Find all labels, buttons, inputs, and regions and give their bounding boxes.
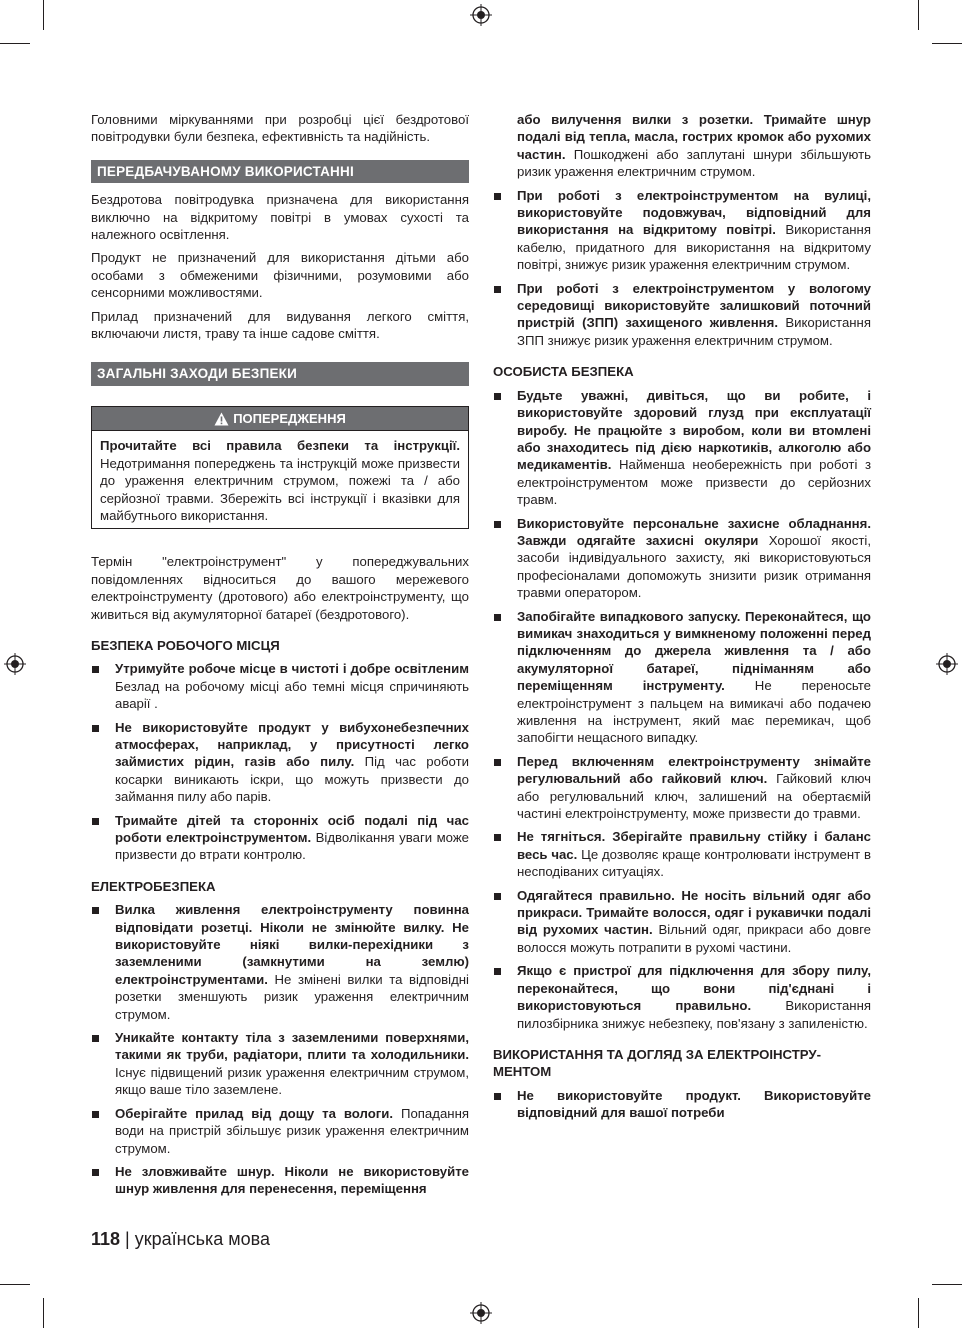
- item-bold-text: Не зловживайте шнур. Ніколи не використовуйте шнур живлення для перенесення, переміщення: [115, 1163, 469, 1197]
- term-paragraph: Термін "електроінструмент" у попереджувальних повідомленнях відноситься до вашого мережевого електроінструменту (дротового) або електроінструменту, що живиться від акумуляторної батареї (бездротового).: [91, 554, 469, 622]
- personal-safety-heading: ОСОБИСТА БЕЗПЕКА: [493, 364, 634, 380]
- page-number: 118: [91, 1229, 121, 1249]
- list-item: [493, 962, 871, 1032]
- warning-triangle-icon: [214, 412, 229, 426]
- item-bold-text: Тримайте дітей та сторонніх осіб подалі під час роботи електроінструментом.: [115, 812, 469, 845]
- list-item: [493, 387, 871, 509]
- item-text: Найменша необережність при роботі з електроінструментом може призвести до серйозних травм.: [517, 457, 871, 508]
- list-item: [91, 660, 469, 712]
- intended-use-heading: ПЕРЕДБАЧУВАНОМУ ВИКОРИСТАННІ: [91, 160, 469, 183]
- list-item: [91, 719, 469, 806]
- list-item: [91, 1105, 469, 1157]
- item-bold-text: Будьте уважні, дивіться, що ви робите, і використовуйте здоровий глузд при експлуатації виробу. Не працюйте з виробом, коли ви втомлені або знаходитесь під дією наркотиків, алкоголю або медикаментів.: [517, 387, 871, 473]
- crop-mark: [43, 1298, 44, 1328]
- item-bold-text: Одягайтеся правильно. Не носіть вільний одяг або прикраси. Тримайте волосся, одяг і рукавички подалі від рухомих частин.: [517, 887, 871, 938]
- list-item: [493, 187, 871, 274]
- item-bold-text: Не використовуйте продукт у вибухонебезпечних атмосферах, наприклад, у присутності легко займистих рідин, газів або пилу.: [115, 719, 469, 770]
- page-footer: [91, 1229, 270, 1250]
- crop-mark: [0, 1284, 30, 1285]
- list-item: [91, 812, 469, 864]
- bullet-icon: [494, 759, 501, 766]
- registration-mark-icon: [470, 1302, 492, 1324]
- item-text: Під час роботи косарки виникають іскри, що можуть призвести до займання пилу або парів.: [115, 754, 469, 805]
- item-bold-text: Вилка живлення електроінструменту повинна відповідати розетці. Ніколи не змінюйте вилку. Не використовуйте ніякі вилки-перехідники з заземленими (замкнутими на землю) електроінструментами.: [115, 902, 469, 987]
- crop-mark: [0, 43, 30, 44]
- item-text: Це дозволяє краще контролювати інструмент в несподіваних ситуаціях.: [517, 846, 872, 880]
- bullet-icon: [494, 393, 501, 400]
- item-text: Використання пилозбірника знижує небезпеку, пов'язану з запиленістю.: [517, 998, 872, 1031]
- bullet-icon: [92, 1111, 99, 1118]
- item-bold-text: або вилучення вилки з розетки. Тримайте шнур подалі від тепла, масла, гострих кромок або рухомих частин.: [517, 112, 871, 162]
- warning-bold-text: Прочитайте всі правила безпеки та інструкції.: [100, 438, 460, 454]
- item-text: Відволікання уваги може призвести до втрати контролю.: [115, 830, 469, 863]
- list-item: [91, 901, 469, 1023]
- item-bold-text: Не використовуйте продукт. Використовуйте відповідний для вашої потреби: [517, 1087, 871, 1121]
- bullet-icon: [494, 614, 501, 621]
- bullet-icon: [494, 834, 501, 841]
- item-bold-text: Якщо є пристрої для підключення для збору пилу, переконайтеся, що вони під'єднані і використовуються правильно.: [517, 963, 871, 1014]
- item-text: Гайковий ключ або регулювальний ключ, залишений на обертаємій частині електроінструменту, може призвести до травми.: [517, 771, 871, 822]
- item-text: Існує підвищений ризик ураження електричним струмом, якщо ваше тіло заземлене.: [115, 1064, 469, 1098]
- bullet-icon: [92, 666, 99, 673]
- crop-mark: [43, 0, 44, 30]
- item-text: Не переносьте електроінструмент з пальцем на вимикачі або подачею живлення на інструмент, який має перемикач, щоб запобігти нещасного випадку.: [517, 678, 871, 746]
- list-item: [91, 1163, 469, 1198]
- item-text: Використання кабелю, придатного для використання на відкритому повітрі, знижує ризик ураження електричним струмом.: [517, 222, 871, 273]
- left-column: [91, 111, 469, 1204]
- workplace-safety-heading: БЕЗПЕКА РОБОЧОГО МІСЦЯ: [91, 637, 280, 653]
- crop-mark: [918, 1298, 919, 1328]
- crop-mark: [918, 0, 919, 30]
- crop-mark: [932, 43, 962, 44]
- bullet-icon: [494, 286, 501, 293]
- list-item: [493, 828, 871, 880]
- crop-mark: [932, 1284, 962, 1285]
- right-column: [493, 111, 871, 1128]
- item-text: Використання ЗПП знижує ризик ураження електричним струмом.: [517, 315, 871, 348]
- item-text: Хорошої якості, засоби індивідуального захисту, які використовуються професіоналами допоможуть знизити ризик отримання травми оператором.: [517, 532, 871, 601]
- bullet-icon: [494, 893, 501, 900]
- list-item: [493, 280, 871, 350]
- tool-care-heading: ВИКОРИСТАННЯ ТА ДОГЛЯД ЗА ЕЛЕКТРОІНСТРУ-МЕНТОМ: [493, 1046, 821, 1080]
- workplace-safety-list: [91, 660, 469, 863]
- bullet-icon: [494, 193, 501, 200]
- registration-mark-icon: [470, 4, 492, 26]
- personal-safety-list: [493, 387, 871, 1032]
- general-safety-heading: ЗАГАЛЬНІ ЗАХОДИ БЕЗПЕКИ: [91, 362, 469, 385]
- item-bold-text: Уникайте контакту тіла з заземленими поверхнями, такими як труби, радіатори, плити та холодильники.: [115, 1030, 469, 1063]
- footer-language: українська мова: [134, 1229, 270, 1249]
- footer-separator: |: [120, 1229, 135, 1249]
- intended-use-paragraph: Бездротова повітродувка призначена для використання виключно на відкритому повітрі в умовах сухості та належного освітлення.: [91, 192, 469, 243]
- warning-text: Недотримання попереджень та інструкцій може призвести до ураження електричним струмом, пожежі та / або серйозної травми. Збережіть всі інструкції і вказівки для майбутнього використання.: [100, 455, 460, 523]
- tool-care-list: [493, 1087, 871, 1122]
- bullet-icon: [92, 725, 99, 732]
- bullet-icon: [92, 818, 99, 825]
- electrical-safety-heading: ЕЛЕКТРОБЕЗПЕКА: [91, 878, 216, 894]
- item-bold-text: При роботі з електроінструментом у вологому середовищі використовуйте залишковий поточний пристрій (ЗПП) захищеного живлення.: [517, 280, 871, 331]
- bullet-icon: [494, 1093, 501, 1100]
- warning-body: [92, 431, 468, 528]
- bullet-icon: [494, 521, 501, 528]
- warning-title: ПОПЕРЕДЖЕННЯ: [233, 410, 346, 426]
- item-bold-text: Оберігайте прилад від дощу та вологи.: [115, 1105, 394, 1121]
- item-bold-text: Не тягніться. Зберігайте правильну стійку і баланс весь час.: [517, 829, 871, 862]
- list-item-continuation: [493, 111, 871, 181]
- intended-use-paragraph: Прилад призначений для видування легкого сміття, включаючи листя, траву та інше садове сміття.: [91, 308, 469, 342]
- item-bold-text: При роботі з електроінструментом на вулиці, використовуйте подовжувач, відповідний для використання на відкритому повітрі.: [517, 187, 871, 238]
- item-text: Попадання води на пристрій збільшує ризик ураження електричним струмом.: [115, 1105, 469, 1156]
- bullet-icon: [92, 1035, 99, 1042]
- item-text: Безлад на робочому місці або темні місця спричиняють аварії .: [115, 678, 469, 712]
- item-bold-text: Використовуйте персональне захисне обладнання. Завжди одягайте захисні окуляри: [517, 515, 871, 548]
- warning-header: [92, 407, 468, 431]
- intro-paragraph: Головними міркуваннями при розробці цієї бездротової повітродувки були безпека, ефективність та надійність.: [91, 112, 469, 145]
- bullet-icon: [494, 968, 501, 975]
- item-text: Не змінені вилки та відповідні розетки зменшують ризик ураження електричним струмом.: [115, 971, 469, 1022]
- list-item: [91, 1029, 469, 1099]
- registration-mark-icon: [936, 653, 958, 675]
- list-item: [493, 1087, 871, 1122]
- list-item: [493, 515, 871, 602]
- list-item: [493, 608, 871, 747]
- list-item: [493, 753, 871, 823]
- electrical-safety-list-continued: [493, 111, 871, 349]
- bullet-icon: [92, 907, 99, 914]
- item-bold-text: Утримуйте робоче місце в чистоті і добре освітленим: [115, 661, 469, 677]
- registration-mark-icon: [4, 653, 26, 675]
- warning-box: [91, 406, 469, 529]
- intended-use-paragraph: Продукт не призначений для використання дітьми або особами з обмеженими фізичними, розумовими або сенсорними можливостями.: [91, 250, 469, 301]
- electrical-safety-list: [91, 901, 469, 1198]
- list-item: [493, 887, 871, 957]
- item-bold-text: Перед включенням електроінструменту знімайте регулювальний або гайковий ключ.: [517, 753, 871, 787]
- item-text: Пошкоджені або заплутані шнури збільшують ризик ураження електричним струмом.: [517, 146, 871, 180]
- item-bold-text: Запобігайте випадкового запуску. Переконайтеся, що вимикач знаходиться у вимкненому положенні перед підключенням до джерела живлення та / або акумуляторної батареї, підніманням або переміщенням інструменту.: [517, 608, 871, 694]
- bullet-icon: [92, 1169, 99, 1176]
- item-text: Вільний одяг, прикраси або довге волосся можуть потрапити в рухомі частини.: [517, 922, 871, 955]
